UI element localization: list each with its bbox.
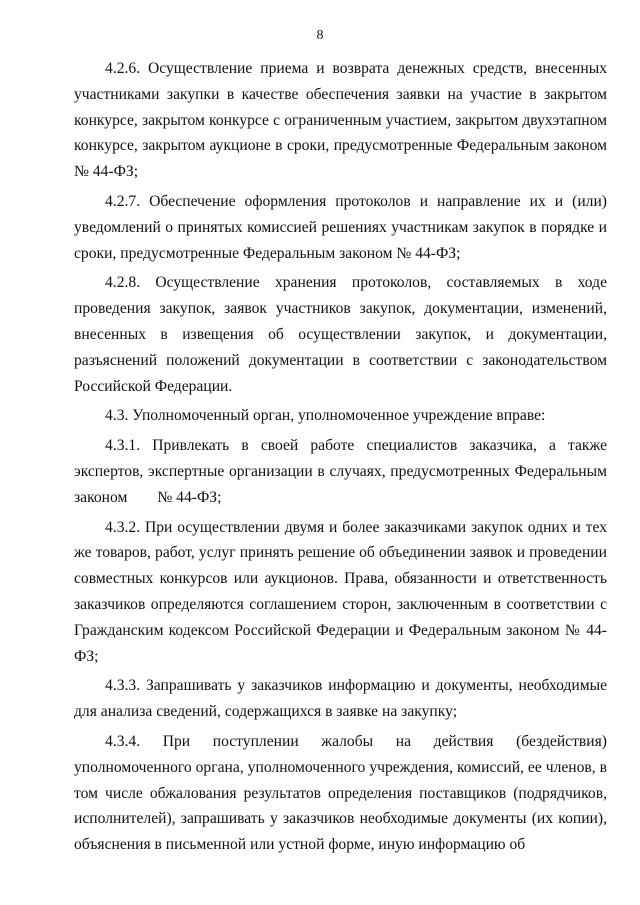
paragraph-4-3-1-text: 4.3.1. Привлекать в своей работе специалистов заказчика, а также экспертов, экспертные организации в случаях, предусмотренных Федеральным законом [74,437,607,506]
paragraph-4-3: 4.3. Уполномоченный орган, уполномоченное учреждение вправе: [105,407,546,425]
paragraph-4-3-4: 4.3.4. При поступлении жалобы на действия (бездействия) уполномоченного органа, уполномоченного учреждения, комиссий, ее членов, в том числе обжалования результатов определения поставщиков (подрядчиков, исполнителей), запрашивать у заказчиков необходимые документы (их копии), объяснения в письменной или устной форме, иную информацию об [74,732,607,854]
paragraph-4-3-2: 4.3.2. При осуществлении двумя и более заказчиками закупок одних и тех же товаров, работ, услуг принять решение об объединении заявок и проведении совместных конкурсов или аукционов. Права, обязанности и ответственность заказчиков определяются соглашением сторон, заключенным в соответствии с Гражданским кодексом Российской Федерации и Федеральным законом № 44-ФЗ; [74,518,607,665]
paragraph-4-2-8: 4.2.8. Осуществление хранения протоколов, составляемых в ходе проведения закупок, заявок участников закупок, документации, изменений, внесенных в извещения об осуществлении закупок, и документации, разъяснений положений документации в соответствии с законодательством Российской Федерации. [74,274,607,395]
paragraph-4-2-7: 4.2.7. Обеспечение оформления протоколов и направление их и (или) уведомлений о принятых комиссией решениях участникам закупок в порядке и сроки, предусмотренные Федеральным законом № 44-ФЗ; [74,192,607,262]
paragraph-4-2-6: 4.2.6. Осуществление приема и возврата денежных средств, внесенных участниками закупки в качестве обеспечения заявки на участие в закрытом конкурсе, закрытом конкурсе с ограниченным участием, закрытом двухэтапном конкурсе, закрытом аукционе в сроки, предусмотренные Федеральным законом № 44-ФЗ; [74,60,607,181]
page-number: 8 [316,28,324,43]
paragraph-4-3-1 [74,433,607,510]
paragraph-4-3-3: 4.3.3. Запрашивать у заказчиков информацию и документы, необходимые для анализа сведений, содержащихся в заявке на закупку; [74,677,607,721]
paragraph-4-3-1-tail: № 44-ФЗ; [157,488,222,506]
document-body [74,56,607,862]
